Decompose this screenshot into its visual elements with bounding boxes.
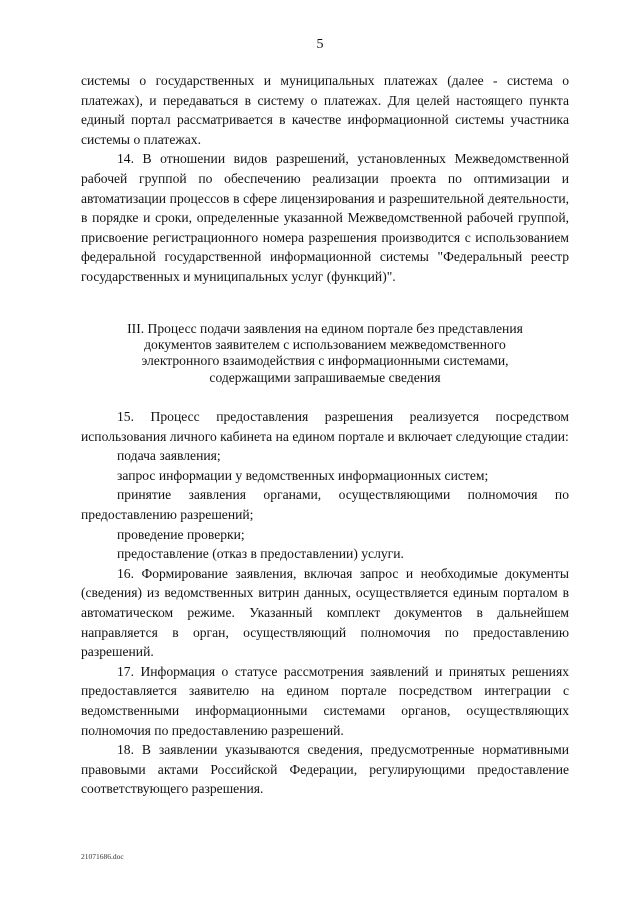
section-heading-line: электронного взаимодействия с информационными системами, [141,353,509,369]
stage-item: проведение проверки; [117,526,245,542]
paragraph-16: 16. Формирование заявления, включая запрос и необходимые документы (сведения) из ведомственных витрин данных, осуществляется единым порталом в автоматическом режиме. Указанный комплект документов в дальнейшем направляется в орган, осуществляющий полномочия по предоставлению разрешений. [81,565,569,660]
stage-item: принятие заявления органами, осуществляющими полномочия по предоставлению разрешений; [81,487,569,522]
body-text-top [81,71,569,287]
stage-item: предоставление (отказ в предоставлении) услуги. [117,546,404,562]
paragraph-18: 18. В заявлении указываются сведения, предусмотренные нормативными правовыми актами Российской Федерации, регулирующими предоставление соответствующего разрешения. [81,742,569,797]
body-text-bottom [81,407,569,799]
stage-item: подача заявления; [117,448,221,464]
page-number: 5 [316,37,324,52]
section-heading-line: содержащими запрашиваемые сведения [209,369,441,385]
stage-item: запрос информации у ведомственных информационных систем; [117,467,489,483]
section-heading-line: III. Процесс подачи заявления на едином портале без представления [127,321,523,336]
paragraph-17: 17. Информация о статусе рассмотрения заявлений и принятых решениях предоставляется заявителю на едином портале посредством интеграции с ведомственными информационными системами органов, осуществляющих полномочия по предоставлению разрешений. [81,663,569,738]
paragraph-15: 15. Процесс предоставления разрешения реализуется посредством использования личного кабинета на едином портале и включает следующие стадии: [81,409,569,444]
footer-filename: 21071686.doc [81,852,124,861]
paragraph-continuation: системы о государственных и муниципальных платежах (далее - система о платежах), и передаваться в систему о платежах. Для целей настоящего пункта единый портал рассматривается в качестве информационной системы участника системы о платежах. [81,73,569,147]
section-heading-line: документов заявителем с использованием межведомственного [144,337,506,353]
section-heading-iii [81,321,569,386]
paragraph-14: 14. В отношении видов разрешений, установленных Межведомственной рабочей группой по обеспечению реализации проекта по оптимизации и автоматизации процессов в сфере лицензирования и разрешительной деятельности, в порядке и сроки, определенные указанной Межведомственной рабочей группой, присвоение регистрационного номера разрешения производится с использованием федеральной государственной информационной системы "Федеральный реестр государственных и муниципальных услуг (функций)". [81,151,569,284]
